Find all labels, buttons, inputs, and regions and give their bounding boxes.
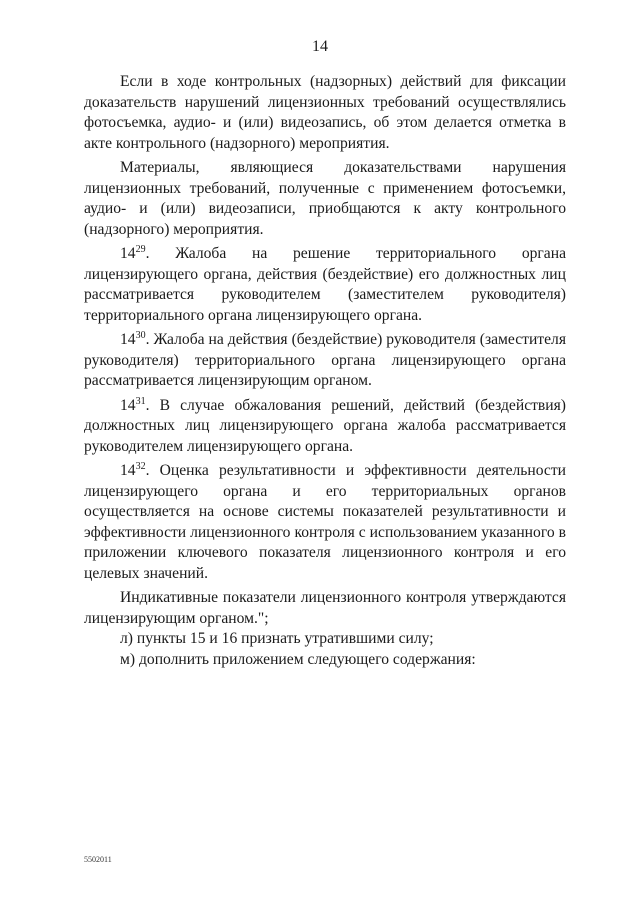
clause-text: . Жалоба на действия (бездействие) руководителя (заместителя руководителя) территориального органа лицензирующего органа рассматривается лицензирующим органом. xyxy=(84,331,566,389)
paragraph-14-29 xyxy=(84,244,566,326)
document-body xyxy=(84,72,566,670)
paragraph-item-l: л) пункты 15 и 16 признать утратившими силу; xyxy=(120,630,434,647)
paragraph-14-32 xyxy=(84,461,566,584)
clause-number: 14 xyxy=(120,245,136,262)
clause-number: 14 xyxy=(120,462,136,479)
clause-text: . Жалоба на решение территориального органа лицензирующего органа, действия (бездействие) его должностных лиц рассматривается руководителем (заместителем руководителя) территориального органа лицензирующего органа. xyxy=(84,245,566,324)
paragraph-item-m: м) дополнить приложением следующего содержания: xyxy=(120,650,476,668)
clause-number: 14 xyxy=(120,396,136,414)
clause-superscript: 30 xyxy=(135,330,146,341)
page-number: 14 xyxy=(312,38,328,55)
document-code: 5502011 xyxy=(84,855,112,864)
clause-text: . Оценка результативности и эффективности деятельности лицензирующего органа и его территориальных органов осуществляется на основе системы показателей результативности и эффективности лицензионного контроля с использованием указанного в приложении ключевого показателя лицензионного контроля и его целевых значений. xyxy=(84,462,566,582)
clause-text: . В случае обжалования решений, действий (бездействия) должностных лиц лицензирующего органа жалоба рассматривается руководителем лицензирующего органа. xyxy=(84,396,566,455)
paragraph-indicative-indicators: Индикативные показатели лицензионного контроля утверждаются лицензирующим органом."; xyxy=(84,589,566,627)
paragraph-14-31 xyxy=(84,396,566,458)
paragraph-14-30 xyxy=(84,330,566,392)
clause-superscript: 32 xyxy=(135,461,146,472)
clause-number: 14 xyxy=(120,331,136,348)
paragraph-evidence-materials: Материалы, являющиеся доказательствами нарушения лицензионных требований, полученные с применением фотосъемки, аудио- и (или) видеозаписи, приобщаются к акту контрольного (надзорного) мероприятия. xyxy=(84,159,566,238)
paragraph-photo-video-recording: Если в ходе контрольных (надзорных) действий для фиксации доказательств нарушений лицензионных требований осуществлялись фотосъемка, аудио- и (или) видеозапись, об этом делается отметка в акте контрольного (надзорного) мероприятия. xyxy=(84,73,566,152)
clause-superscript: 31 xyxy=(135,395,146,407)
clause-superscript: 29 xyxy=(135,244,146,255)
